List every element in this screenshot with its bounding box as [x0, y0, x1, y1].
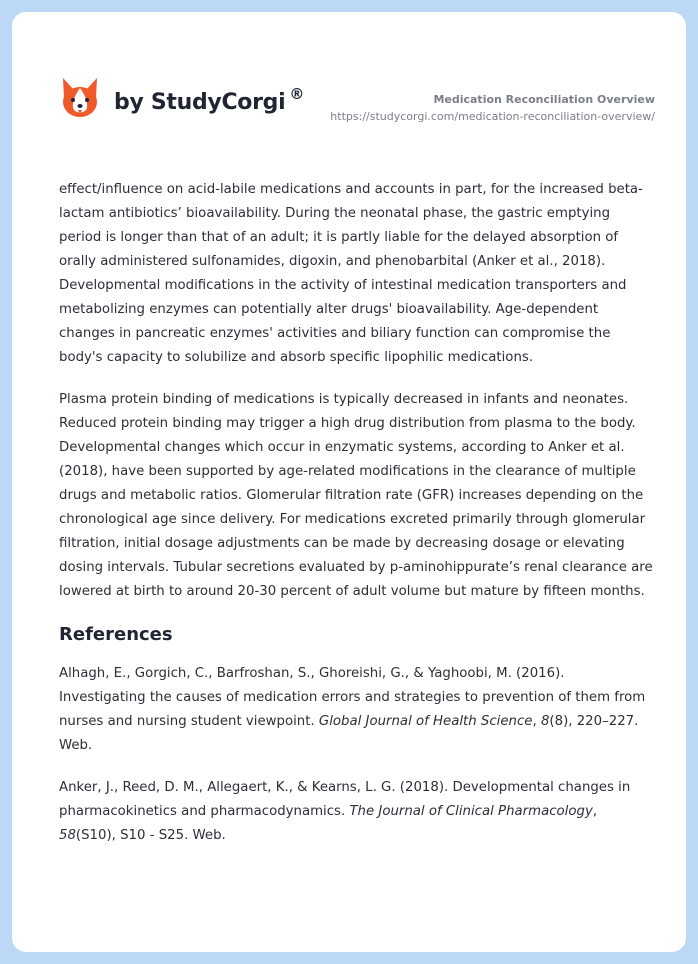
studycorgi-logo[interactable] [60, 76, 304, 120]
reference-authors-title: Anker, J., Reed, D. M., Allegaert, K., & Kearns, L. G. (2018). Developmental changes in pharmacokinetics and pharmacodynamics. [59, 780, 631, 819]
reference-pages: (S10), S10 - S25. Web. [75, 828, 226, 843]
reference-pages: (8), 220–227. Web. [59, 714, 639, 753]
body-paragraph: Plasma protein binding of medications is typically decreased in infants and neonates. Reduced protein binding may trigger a high drug distribution from plasma to the body. Developmental changes which occur in enzymatic systems, according to Anker et al. (2018), have been supported by age-related modifications in the clearance of multiple drugs and metabolic ratios. Glomerular filtration rate (GFR) increases depending on the chronological age since delivery. For medications excreted primarily through glomerular filtration, initial dosage adjustments can be made by decreasing dosage or elevating dosing intervals. Tubular secretions evaluated by p-aminohippurate’s renal clearance are lowered at birth to around 20-30 percent of adult volume but mature by fifteen months. [59, 392, 653, 599]
reference-volume: 58 [59, 828, 76, 843]
reference-separator: , [532, 714, 541, 729]
body-paragraph: effect/influence on acid-labile medications and accounts in part, for the increased beta-lactam antibiotics’ bioavailability. During the neonatal phase, the gastric emptying period is longer than that of an adult; it is partly liable for the delayed absorption of orally administered sulfonamides, digoxin, and phenobarbital (Anker et al., 2018). Developmental modifications in the activity of intestinal medication transporters and metabolizing enzymes can potentially alter drugs' bioavailability. Age-dependent changes in pancreatic enzymes' activities and biliary function can compromise the body's capacity to solubilize and absorb specific lipophilic medications. [59, 182, 643, 365]
references-heading: References [59, 624, 173, 645]
reference-item [59, 776, 655, 848]
page-card [12, 12, 686, 952]
brand-name [114, 84, 305, 115]
document-title: Medication Reconciliation Overview [433, 93, 655, 106]
corgi-icon [60, 76, 100, 120]
reference-journal: Global Journal of Health Science [318, 714, 533, 729]
reference-item [59, 662, 655, 758]
document-body [59, 178, 655, 866]
document-url[interactable]: https://studycorgi.com/medication-reconciliation-overview/ [330, 110, 655, 123]
reference-separator: , [592, 804, 598, 819]
reference-volume: 8 [540, 714, 550, 729]
reference-journal: The Journal of Clinical Pharmacology [349, 804, 593, 819]
document-meta [330, 93, 655, 124]
brand-text: by StudyCorgi [114, 89, 286, 115]
page-header [12, 12, 686, 152]
registered-mark: ® [289, 84, 305, 103]
reference-authors-title: Alhagh, E., Gorgich, C., Barfroshan, S., Ghoreishi, G., & Yaghoobi, M. (2016). Investigating the causes of medication errors and strategies to prevention of them from nurses and nursing student viewpoint. [59, 666, 646, 729]
